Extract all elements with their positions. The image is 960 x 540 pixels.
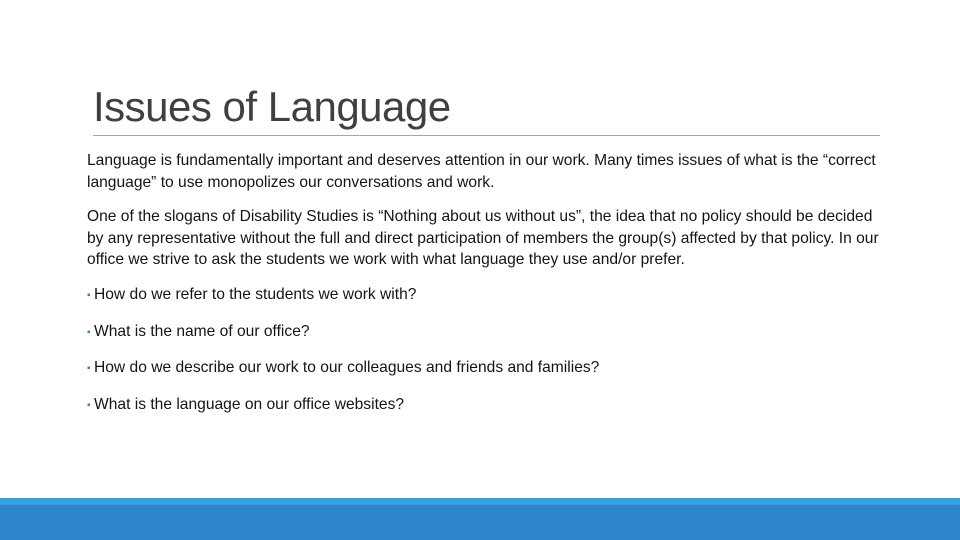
bullet-text: What is the name of our office? — [94, 322, 310, 340]
bullet-text: How do we refer to the students we work with? — [94, 285, 417, 303]
title-divider — [93, 135, 880, 136]
slide-title: Issues of Language — [93, 83, 451, 130]
square-bullet-icon: ▪ — [87, 363, 91, 375]
bullet-item — [87, 284, 887, 308]
slide-body — [87, 150, 887, 430]
footer-accent-stripe — [0, 498, 960, 505]
bullet-item — [87, 394, 887, 418]
square-bullet-icon: ▪ — [87, 399, 91, 411]
paragraph-language-importance: Language is fundamentally important and deserves attention in our work. Many times issues of what is the “correct language” to use monopolizes our conversations and work. — [87, 152, 876, 191]
paragraph-disability-slogan: One of the slogans of Disability Studies is “Nothing about us without us”, the idea that no policy should be decided by any representative without the full and direct participation of members the group(s) affected by that policy. In our office we strive to ask the students we work with what language they use and/or prefer. — [87, 208, 879, 269]
bullet-text: What is the language on our office websites? — [94, 395, 405, 413]
square-bullet-icon: ▪ — [87, 289, 91, 301]
bullet-item — [87, 357, 887, 381]
square-bullet-icon: ▪ — [87, 326, 91, 338]
bullet-item — [87, 321, 887, 345]
bullet-text: How do we describe our work to our colleagues and friends and families? — [94, 359, 600, 377]
